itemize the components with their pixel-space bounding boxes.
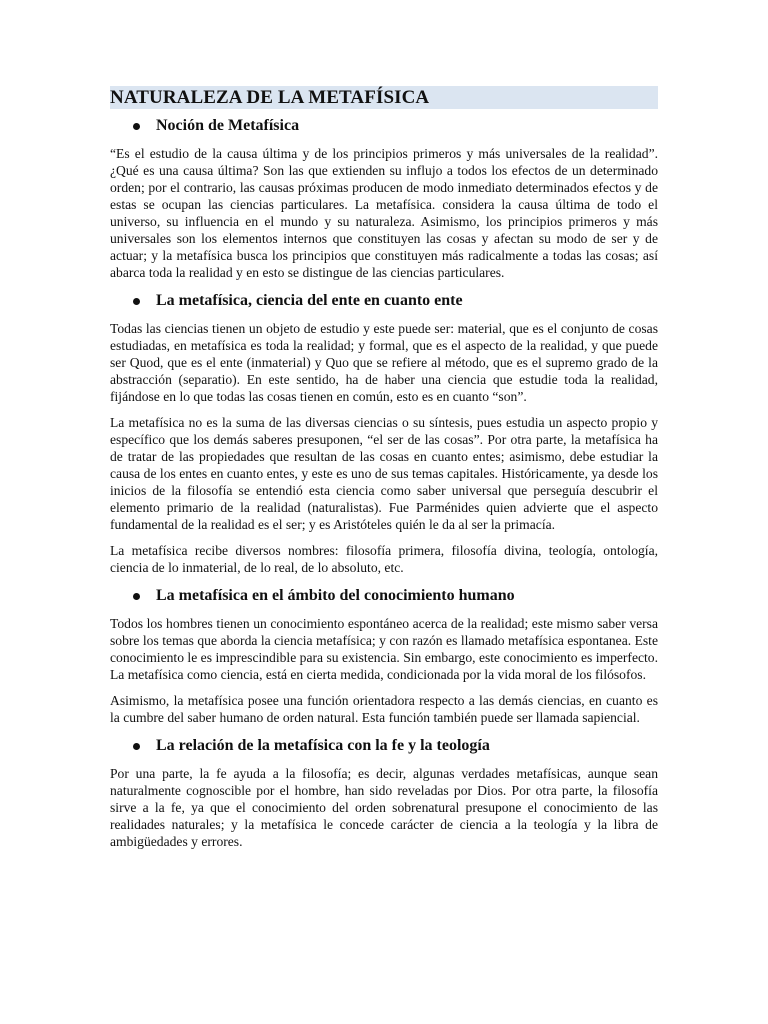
paragraph: Todas las ciencias tienen un objeto de estudio y este puede ser: material, que es el conjunto de cosas estudiadas, en metafísica es toda la realidad; y formal, que es el aspecto de la realidad, y que puede ser Quod, que es el ente (inmaterial) y Quo que se refiere al método, que es el supremo grado de la abstracción (separatio). En este sentido, ha de haber una ciencia que estudie toda la realidad, fijándose en lo que todas las cosas tienen en común, esto es en cuanto “son”.	[110, 321, 658, 404]
document-title: NATURALEZA DE LA METAFÍSICA	[110, 86, 658, 109]
section-heading	[110, 735, 658, 757]
section-conocimiento	[110, 585, 658, 726]
section-heading	[110, 115, 658, 137]
bullet-icon	[133, 743, 140, 750]
paragraph: La metafísica no es la suma de las diversas ciencias o su síntesis, pues estudia un aspecto propio y específico que los demás saberes presuponen, “el ser de las cosas”. Por otra parte, la metafísica ha de tratar de las propiedades que resultan de las cosas en cuanto entes; asimismo, debe estudiar la causa de los entes en cuanto entes, y este es uno de sus temas capitales. Históricamente, ya desde los inicios de la filosofía se entendió esta ciencia como saber universal que perseguía descubrir el elemento primario de la realidad (naturalistas). Fue Parménides quien advierte que el aspecto fundamental de la realidad es el ser; y es Aristóteles quién le da al ser la primacía.	[110, 415, 658, 532]
paragraph: Por una parte, la fe ayuda a la filosofía; es decir, algunas verdades metafísicas, aunque sean naturalmente cognoscible por el hombre, han sido reveladas por Dios. Por otra parte, la filosofía sirve a la fe, ya que el conocimiento del orden sobrenatural presupone el conocimiento de las realidades naturales; y la metafísica le concede carácter de ciencia a la teología y la libra de ambigüedades y errores.	[110, 766, 658, 849]
paragraph: Asimismo, la metafísica posee una función orientadora respecto a las demás ciencias, en cuanto es la cumbre del saber humano de orden natural. Esta función también puede ser llamada sapiencial.	[110, 693, 658, 725]
section-nocion	[110, 115, 658, 281]
document-page	[110, 86, 658, 859]
bullet-icon	[133, 123, 140, 130]
section-heading	[110, 585, 658, 607]
section-heading-text: La relación de la metafísica con la fe y la teología	[156, 737, 490, 754]
paragraph: La metafísica recibe diversos nombres: filosofía primera, filosofía divina, teología, ontología, ciencia de lo inmaterial, de lo real, de lo absoluto, etc.	[110, 543, 658, 575]
section-fe-teologia	[110, 735, 658, 850]
section-heading	[110, 290, 658, 312]
section-ente	[110, 290, 658, 576]
paragraph: “Es el estudio de la causa última y de los principios primeros y más universales de la realidad”. ¿Qué es una causa última? Son las que extienden su influjo a todos los efectos de un determinado orden; por el contrario, las causas próximas producen de modo inmediato determinados efectos y de estas se ocupan las ciencias particulares. La metafísica. considera la causa última de todo el universo, su influencia en el mundo y su naturaleza. Asimismo, los principios primeros y más universales son los elementos internos que constituyen las cosas y afectan su modo de ser y de actuar; y la metafísica busca los principios que constituyen más radicalmente a todas las cosas; así abarca toda la realidad y en esto se distingue de las ciencias particulares.	[110, 146, 658, 280]
section-heading-text: La metafísica en el ámbito del conocimiento humano	[156, 587, 515, 604]
bullet-icon	[133, 298, 140, 305]
bullet-icon	[133, 593, 140, 600]
paragraph: Todos los hombres tienen un conocimiento espontáneo acerca de la realidad; este mismo saber versa sobre los temas que aborda la ciencia metafísica; y con razón es llamado metafísica espontanea. Este conocimiento le es imprescindible para su existencia. Sin embargo, este conocimiento es imperfecto. La metafísica como ciencia, está en cierta medida, condicionada por la vida moral de los filósofos.	[110, 616, 658, 682]
section-heading-text: Noción de Metafísica	[156, 117, 300, 134]
section-heading-text: La metafísica, ciencia del ente en cuanto ente	[156, 292, 463, 309]
